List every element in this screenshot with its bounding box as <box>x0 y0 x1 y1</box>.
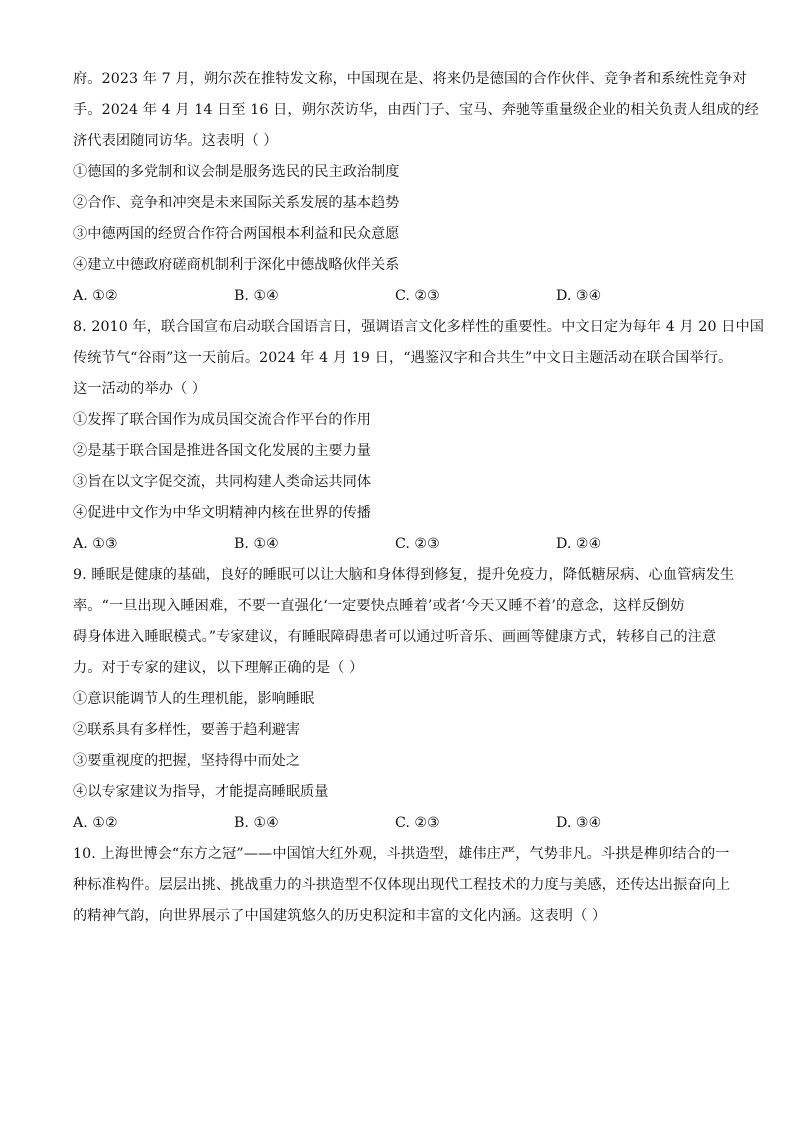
question-8-stem-line: 这一活动的举办（ ） <box>73 381 207 397</box>
question-7-option-1: ①德国的多党制和议会制是服务选民的民主政治制度 <box>73 164 400 180</box>
question-7-stem-line: 手。2024 年 4 月 14 日至 16 日，朔尔茨访华，由西门子、宝马、奔驰等重量级企业的相关负责人组成的经 <box>73 102 759 118</box>
question-8-stem-line: 8. 2010 年，联合国宣布启动联合国语言日，强调语言文化多样性的重要性。中文日定为每年 4 月 20 日中国 <box>73 319 765 335</box>
choice-c: C. ②③ <box>395 288 440 304</box>
choice-b: B. ①④ <box>234 536 279 552</box>
question-7-option-2: ②合作、竞争和冲突是未来国际关系发展的基本趋势 <box>73 195 400 211</box>
question-9-stem-line: 9. 睡眠是健康的基础，良好的睡眠可以让大脑和身体得到修复，提升免疫力，降低糖尿病、心血管病发生 <box>73 567 735 583</box>
question-8-option-3: ③旨在以文字促交流，共同构建人类命运共同体 <box>73 474 371 490</box>
question-9-stem-line: 力。对于专家的建议，以下理解正确的是（ ） <box>73 660 364 676</box>
question-7-stem-line: 府。2023 年 7 月，朔尔茨在推特发文称，中国现在是、将来仍是德国的合作伙伴、竞争者和系统性竞争对 <box>73 71 747 87</box>
question-7-option-4: ④建立中德政府磋商机制利于深化中德战略伙伴关系 <box>73 257 400 273</box>
question-7-stem <box>73 64 759 157</box>
question-8 <box>73 312 765 560</box>
question-10-stem-line: 种标准构件。层层出挑、挑战重力的斗拱造型不仅体现出现代工程技术的力度与美感，还传达出振奋向上 <box>73 877 731 893</box>
question-9-stem <box>73 560 733 684</box>
question-7-option-3: ③中德两国的经贸合作符合两国根本利益和民众意愿 <box>73 226 400 242</box>
question-10-stem <box>73 839 733 932</box>
choice-b: B. ①④ <box>234 815 279 831</box>
question-7-choices <box>73 281 733 312</box>
choice-d: D. ②④ <box>556 536 602 552</box>
question-10-stem-line: 10. 上海世博会“东方之冠”——中国馆大红外观，斗拱造型，雄伟庄严，气势非凡。斗拱是榫卯结合的一 <box>73 846 730 862</box>
question-8-stem-line: 传统节气“谷雨”这一天前后。2024 年 4 月 19 日，“遇鉴汉字和合共生”中文日主题活动在联合国举行。 <box>73 350 733 366</box>
question-7 <box>73 64 759 312</box>
choice-c: C. ②③ <box>395 536 440 552</box>
choice-a: A. ①② <box>73 288 118 304</box>
question-8-option-2: ②是基于联合国是推进各国文化发展的主要力量 <box>73 443 371 459</box>
question-8-choices <box>73 529 733 560</box>
choice-d: D. ③④ <box>556 288 602 304</box>
question-10-stem-line: 的精神气韵，向世界展示了中国建筑悠久的历史积淀和丰富的文化内涵。这表明（ ） <box>73 908 607 924</box>
question-9-choices <box>73 808 733 839</box>
question-9-option-4: ④以专家建议为指导，才能提高睡眠质量 <box>73 784 329 800</box>
question-10 <box>73 839 733 932</box>
question-8-option-4: ④促进中文作为中华文明精神内核在世界的传播 <box>73 505 371 521</box>
question-9-stem-line: 率。“一旦出现入睡困难，不要一直强化‘一定要快点睡着’或者‘今天又睡不着’的意念，这样反倒妨 <box>73 598 685 614</box>
question-9-option-3: ③要重视度的把握，坚持得中而处之 <box>73 753 301 769</box>
choice-a: A. ①② <box>73 815 118 831</box>
choice-d: D. ③④ <box>556 815 602 831</box>
question-9-option-1: ①意识能调节人的生理机能，影响睡眠 <box>73 691 315 707</box>
question-9-option-2: ②联系具有多样性，要善于趋利避害 <box>73 722 301 738</box>
question-7-stem-line: 济代表团随同访华。这表明（ ） <box>73 133 278 149</box>
choice-c: C. ②③ <box>395 815 440 831</box>
question-9-stem-line: 碍身体进入睡眠模式。”专家建议，有睡眠障碍患者可以通过听音乐、画画等健康方式，转移自己的注意 <box>73 629 717 645</box>
choice-b: B. ①④ <box>234 288 279 304</box>
exam-page <box>73 64 765 932</box>
choice-a: A. ①③ <box>73 536 118 552</box>
question-9 <box>73 560 733 839</box>
question-8-stem <box>73 312 765 405</box>
question-8-option-1: ①发挥了联合国作为成员国交流合作平台的作用 <box>73 412 371 428</box>
